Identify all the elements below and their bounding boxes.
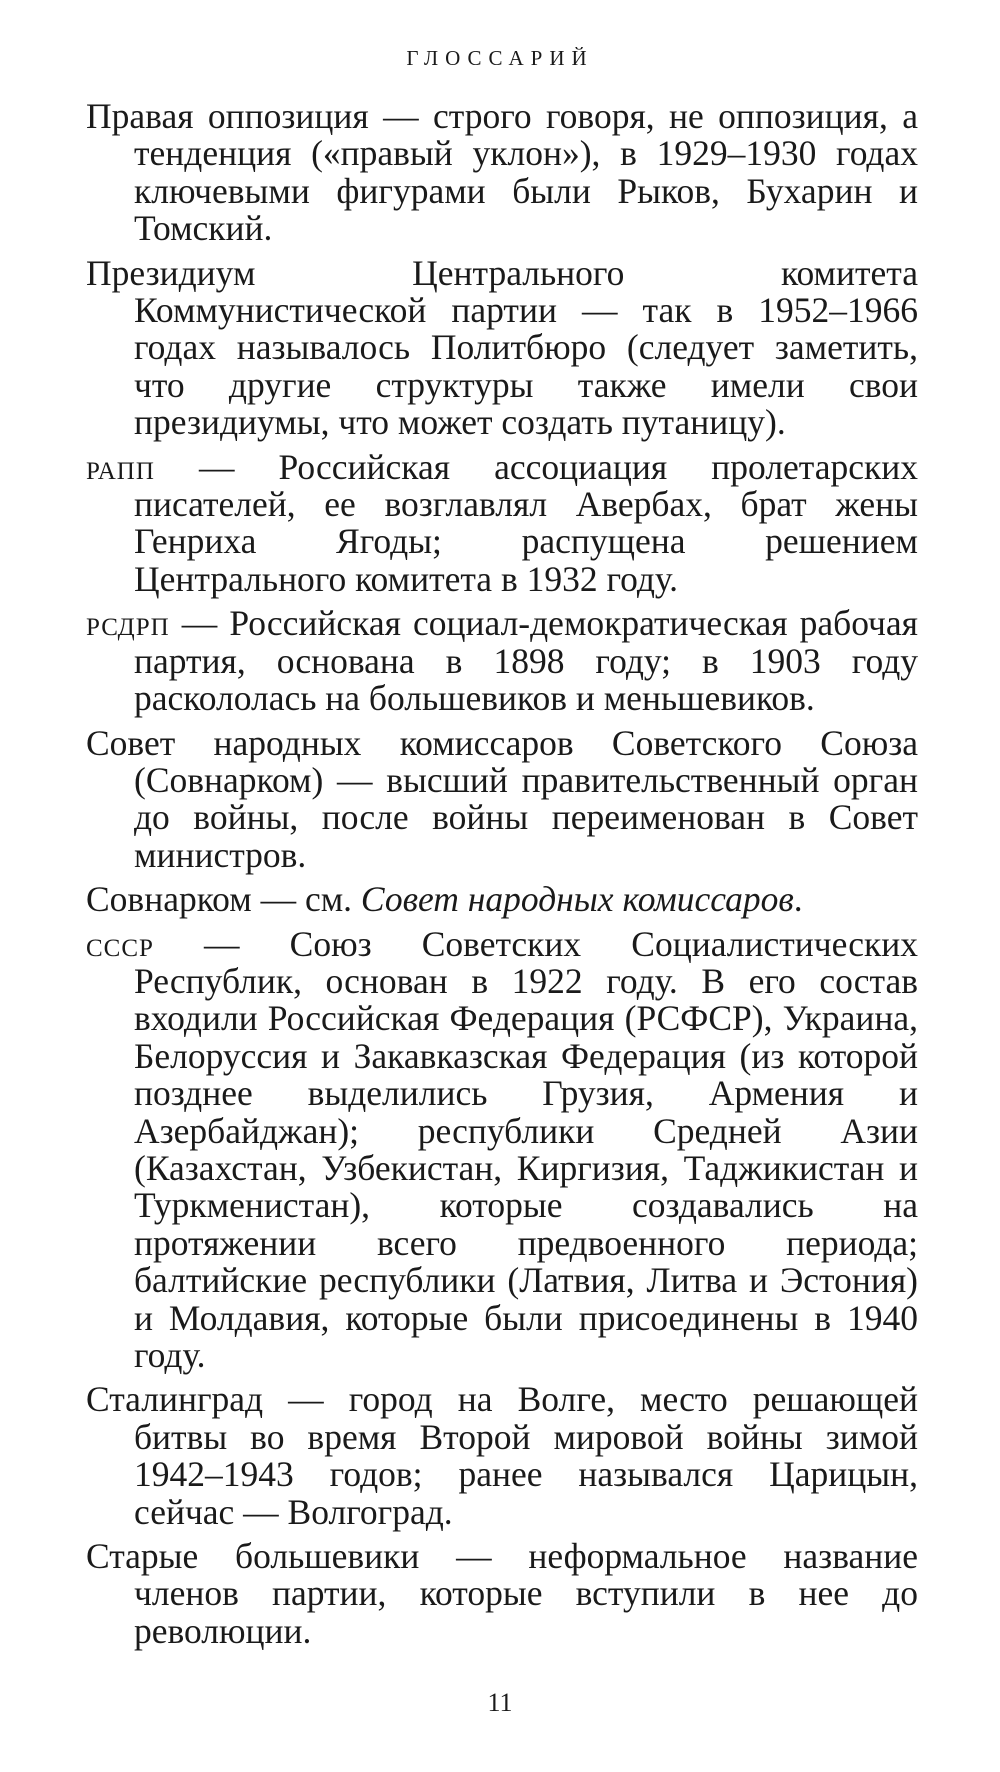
entry-definition: так в 1952–1966 годах называлось Политбюро (следует заметить, что другие структуры также имели свои президиумы, что может создать путаницу). [134, 290, 919, 443]
entry-term: Старые большевики [86, 1536, 420, 1577]
glossary-entry [86, 881, 918, 918]
entry-term: Совет народных комиссаров Советского Союза [86, 722, 918, 763]
entry-term: ссср [86, 923, 154, 964]
entry-term: рапп [86, 446, 155, 487]
glossary-entry [86, 1381, 918, 1531]
entry-dash: — [368, 96, 433, 136]
entry-cross-reference: Совет народных комиссаров [360, 879, 794, 920]
entry-term: Правая оппозиция [86, 96, 369, 136]
glossary-entry [86, 252, 919, 443]
running-head: ГЛОССАРИЙ [406, 46, 594, 70]
glossary-entry [86, 446, 919, 599]
glossary-entry [86, 98, 918, 248]
entry-term: рсдрп [86, 603, 170, 644]
entry-term: Сталинград [86, 1379, 264, 1420]
entry-definition: Российская социал-демократическая рабочая партия, основана в 1898 году; в 1903 году раскололась на большевиков и меньшевиков. [134, 603, 918, 719]
entry-dash: — [419, 1536, 529, 1577]
entry-definition: город на Волге, место решающей битвы во время Второй мировой войны зимой 1942–1943 годов; ранее назывался Царицын, сейчас — Волгоград. [134, 1379, 918, 1532]
entry-dash: — [169, 603, 230, 644]
glossary-list [86, 98, 918, 1657]
entry-definition: неформальное название членов партии, которые вступили в нее до революции. [134, 1536, 918, 1651]
entry-dash: — [263, 1379, 349, 1420]
entry-dash: — [153, 923, 290, 964]
glossary-entry [86, 923, 918, 1375]
entry-dash: — [154, 446, 279, 487]
glossary-entry [86, 722, 918, 875]
entry-term: Совнарком [86, 879, 252, 920]
entry-definition: (Совнарком) — высший правительственный орган до войны, после войны переименован в Совет министров. [134, 759, 918, 875]
entry-dash: — [251, 879, 305, 920]
entry-tail: . [793, 879, 803, 920]
glossary-entry [86, 1538, 918, 1650]
page-number: 11 [487, 1688, 513, 1717]
entry-definition: Союз Советских Социалистических Республик, основан в 1922 году. В его состав входили Российская Федерация (РСФСР), Украина, Белоруссия и Закавказская Федерация (из которой позднее выделились Грузия, Армения и Азербайджан); республики Средней Азии (Казахстан, Узбекистан, Киргизия, Таджикистан и Туркменистан), которые создавались на протяжении всего предвоенного периода; балтийские республики (Латвия, Литва и Эстония) и Молдавия, которые были присоединены в 1940 году. [134, 923, 918, 1375]
entry-definition: см. [304, 879, 361, 920]
entry-term: Президиум Центрального комитета Коммунистической партии [86, 252, 918, 331]
entry-dash: — [556, 290, 643, 331]
entry-definition: Российская ассоциация пролетарских писателей, ее возглавлял Авербах, брат жены Генриха Ягоды; распущена решением Центрального комитета в 1932 году. [134, 446, 919, 599]
entry-definition: строго говоря, не оппозиция, а тенденция («правый уклон»), в 1929–1930 годах ключевыми фигурами были Рыков, Бухарин и Томский. [134, 96, 918, 249]
glossary-entry [86, 605, 918, 717]
